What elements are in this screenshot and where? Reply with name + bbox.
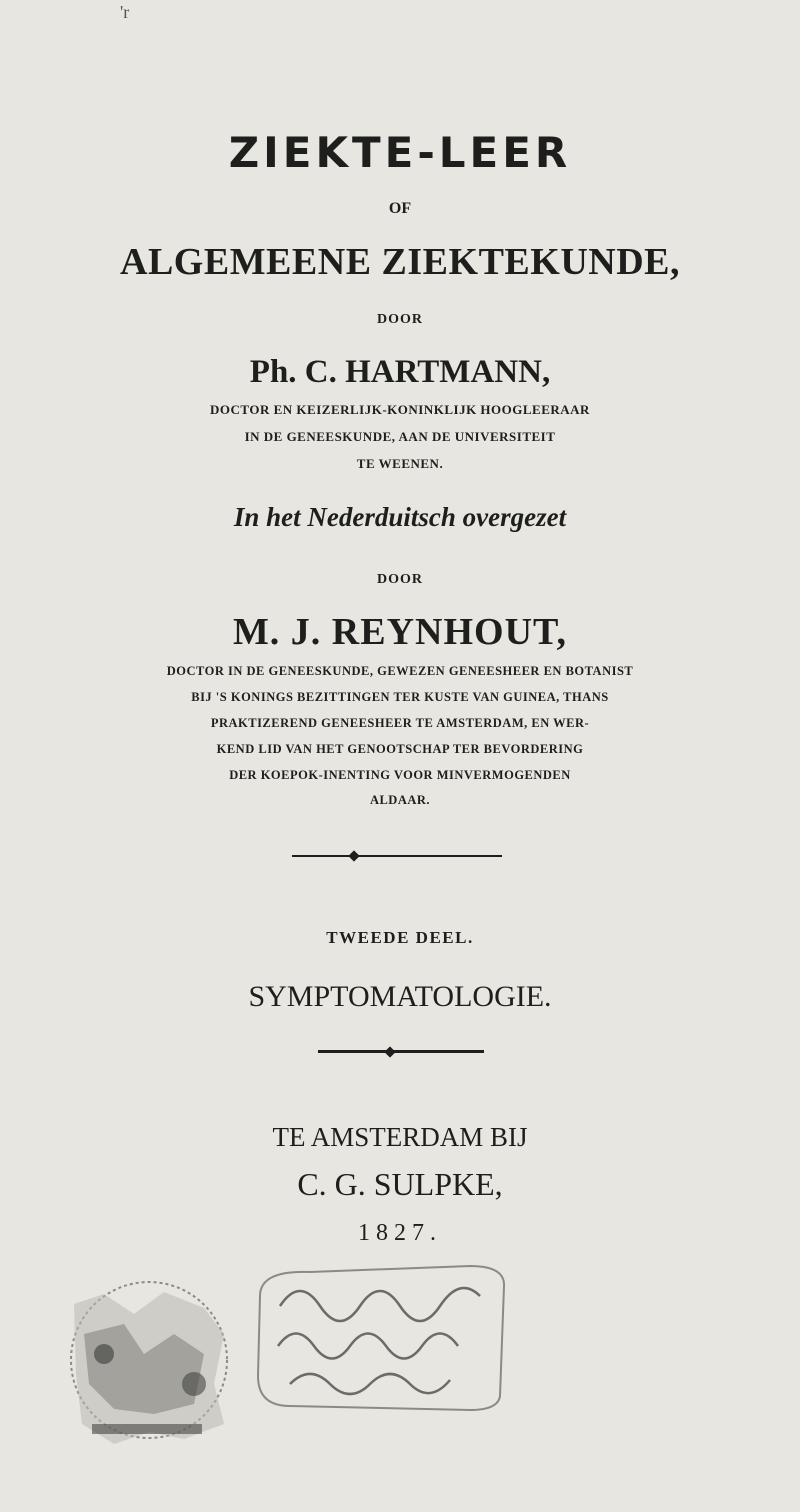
translator-credential-line: BIJ 'S KONINGS BEZITTINGEN TER KUSTE VAN GUINEA, THANS [191, 690, 609, 704]
imprint-publisher: C. G. SULPKE, [297, 1166, 503, 1202]
imprint-year: 1827. [358, 1220, 442, 1246]
translator-credential-line: DER KOEPOK-INENTING VOOR MINVERMOGENDEN [229, 768, 571, 782]
author-credential-line: IN DE GENEESKUNDE, AAN DE UNIVERSITEIT [244, 429, 556, 444]
author-door: DOOR [377, 312, 423, 327]
title-connector: OF [388, 200, 412, 217]
book-subtitle: ALGEMEENE ZIEKTEKUNDE, [120, 241, 680, 283]
margin-mark: 'r [120, 2, 130, 22]
translator-credential-line: DOCTOR IN DE GENEESKUNDE, GEWEZEN GENEESHEER EN BOTANIST [166, 664, 634, 678]
translator-credential-line: ALDAAR. [369, 793, 431, 807]
author-credential-line: DOCTOR EN KEIZERLIJK-KONINKLIJK HOOGLEERAAR [210, 402, 590, 417]
author-credential-line: TE WEENEN. [356, 456, 444, 471]
ornamental-rule [318, 1050, 484, 1053]
volume-subject: SYMPTOMATOLOGIE. [248, 980, 552, 1013]
translator-name: M. J. REYNHOUT, [232, 611, 568, 653]
volume-part: TWEEDE DEEL. [326, 928, 474, 947]
ornamental-rule [292, 855, 502, 857]
imprint-city: TE AMSTERDAM BIJ [272, 1122, 528, 1152]
translator-credential-line: KEND LID VAN HET GENOOTSCHAP TER BEVORDERING [216, 742, 584, 756]
rule-ornament [384, 1046, 395, 1057]
book-title: ZIEKTE-LEER [228, 128, 572, 177]
translation-note: In het Nederduitsch overgezet [233, 502, 567, 532]
library-stamp [64, 1264, 234, 1454]
rule-ornament [348, 850, 359, 861]
translator-credential-line: PRAKTIZEREND GENEESHEER TE AMSTERDAM, EN WER- [210, 716, 590, 730]
translator-door: DOOR [377, 572, 423, 587]
handwritten-inscription [250, 1256, 520, 1416]
author-name: Ph. C. HARTMANN, [249, 354, 551, 390]
